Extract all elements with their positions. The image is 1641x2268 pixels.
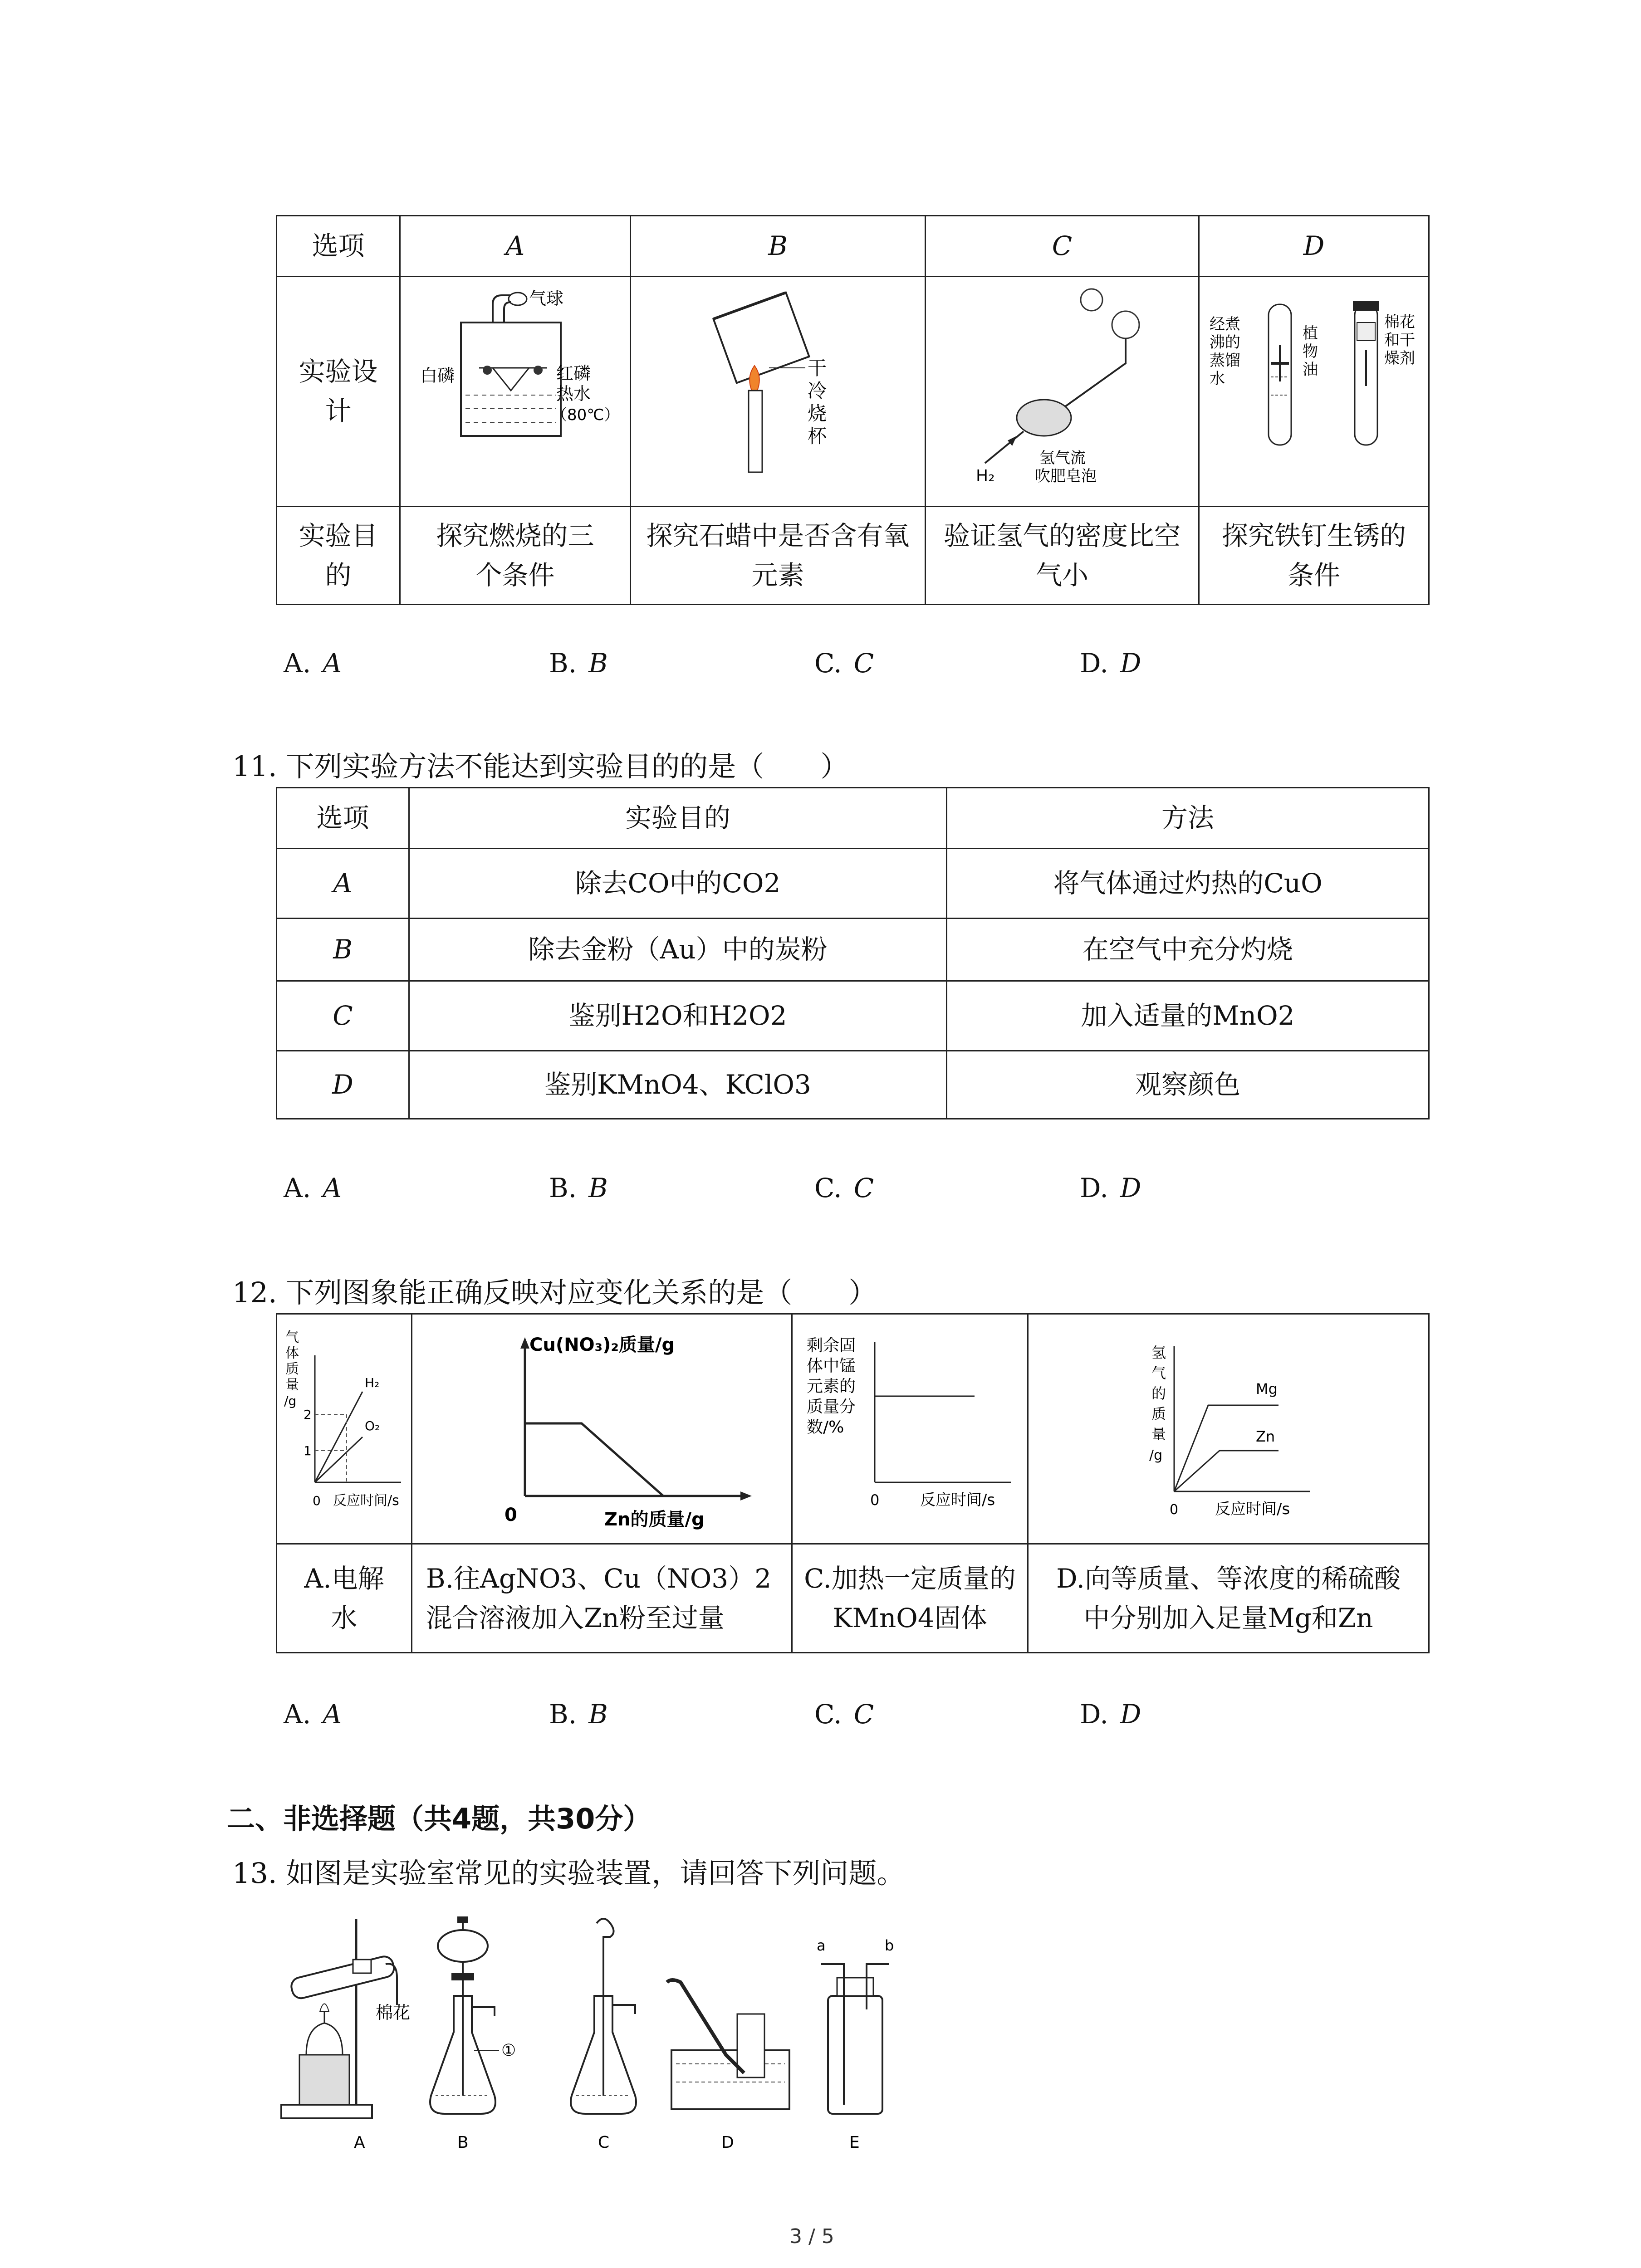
q10-purpose-label: 实验目的 [277,507,400,605]
svg-text:O₂: O₂ [364,1418,380,1433]
svg-text:C: C [598,2133,610,2152]
q12-option-a[interactable]: A. A [284,1699,342,1730]
q11-option-b[interactable]: B. B [549,1173,608,1203]
q10-purpose-b: 探究石蜡中是否含有氧元素 [631,507,926,605]
q10-header-b: B [631,216,926,277]
apparatus-a [281,1919,410,2152]
section-heading: 二、非选择题（共4题，共30分） [227,1802,652,1835]
q11-row-d-option: D [277,1051,409,1119]
q12-caption-a: A.电解水 [277,1544,412,1653]
svg-text:0: 0 [504,1505,517,1525]
q10-option-a[interactable]: A. A [284,648,342,679]
q11-row-b-goal: 除去金粉（Au）中的炭粉 [409,919,947,981]
q10-header-option: 选项 [277,216,400,277]
svg-text:反应时间/s: 反应时间/s [333,1493,399,1509]
svg-text:蒸馏: 蒸馏 [1210,352,1240,370]
q10-header-a: A [400,216,631,277]
q10-table [276,215,1430,605]
q11-row-d-method: 观察颜色 [947,1051,1429,1119]
svg-text:吹肥皂泡: 吹肥皂泡 [1035,467,1097,485]
svg-text:A: A [354,2133,365,2152]
manganese-fraction-graph [793,1315,1027,1532]
svg-text:杯: 杯 [807,425,827,447]
svg-text:燥剂: 燥剂 [1384,349,1415,367]
q12-caption-b: B.往AgNO3、Cu（NO3）2混合溶液加入Zn粉至过量 [412,1544,792,1653]
q11-header-option: 选项 [277,788,409,849]
svg-text:氢: 氢 [1151,1344,1166,1361]
svg-text:烧: 烧 [807,402,827,425]
q12-caption-c: C.加热一定质量的KMnO4固体 [792,1544,1028,1653]
q10-option-b[interactable]: B. B [549,648,608,679]
electrolysis-graph [279,1315,410,1532]
q12-option-d[interactable]: D. D [1080,1699,1141,1730]
svg-text:数/%: 数/% [807,1418,844,1437]
svg-text:经煮: 经煮 [1210,315,1240,333]
svg-text:气球: 气球 [529,288,563,308]
apparatus-e [817,1937,894,2152]
svg-text:沸的: 沸的 [1210,333,1240,352]
q11-row-a-option: A [277,849,409,919]
svg-text:反应时间/s: 反应时间/s [920,1491,995,1509]
svg-text:/g: /g [1149,1447,1162,1463]
svg-text:①: ① [501,2041,516,2060]
q11-option-a[interactable]: A. A [284,1173,342,1203]
svg-text:量: 量 [285,1377,299,1393]
q11-row-c-method: 加入适量的MnO2 [947,981,1429,1051]
svg-text:热水: 热水 [556,384,591,404]
svg-text:水: 水 [1210,370,1225,388]
svg-text:Mg: Mg [1255,1380,1278,1398]
svg-text:Cu(NO₃)₂质量/g: Cu(NO₃)₂质量/g [529,1334,675,1355]
q11-row-b-method: 在空气中充分灼烧 [947,919,1429,981]
page-number: 3 / 5 [789,2225,834,2248]
svg-text:的: 的 [1151,1385,1166,1402]
svg-text:0: 0 [312,1493,321,1508]
svg-text:棉花: 棉花 [1384,313,1415,331]
svg-text:1: 1 [303,1443,312,1458]
svg-text:物: 物 [1303,342,1318,361]
svg-text:干: 干 [807,357,827,379]
iron-nail-rust-figure [1200,277,1427,495]
svg-text:b: b [885,1937,894,1954]
svg-text:冷: 冷 [807,380,827,402]
zinc-nitrate-graph [414,1315,790,1532]
hydrogen-bubble-figure [926,277,1198,495]
svg-text:E: E [849,2133,860,2152]
hydrogen-mass-graph [1029,1315,1428,1532]
q12-graph-a [277,1314,412,1544]
svg-text:氢气流: 氢气流 [1039,449,1086,467]
q10-purpose-a: 探究燃烧的三个条件 [400,507,631,605]
svg-text:0: 0 [870,1491,880,1509]
svg-text:体中锰: 体中锰 [807,1357,856,1375]
q10-option-c[interactable]: C. C [814,648,874,679]
svg-text:Zn: Zn [1255,1428,1275,1445]
svg-text:和干: 和干 [1384,331,1415,349]
q11-row-c-goal: 鉴别H2O和H2O2 [409,981,947,1051]
q12-graph-c [792,1314,1028,1544]
svg-text:H₂: H₂ [364,1375,379,1390]
q11-table [276,787,1430,1119]
q12-graph-b [412,1314,792,1544]
q11-row-c-option: C [277,981,409,1051]
q10-purpose-d: 探究铁钉生锈的条件 [1199,507,1429,605]
apparatus-b [430,1916,516,2152]
svg-text:油: 油 [1303,361,1318,379]
q10-figure-a [400,277,631,507]
svg-text:/g: /g [284,1393,296,1408]
q11-option-c[interactable]: C. C [814,1173,874,1203]
q12-stem: 12. 下列图象能正确反映对应变化关系的是（ ） [232,1276,877,1309]
svg-text:植: 植 [1303,324,1318,342]
svg-text:剩余固: 剩余固 [807,1336,856,1355]
svg-text:B: B [457,2133,469,2152]
svg-text:气: 气 [285,1330,299,1345]
svg-text:红磷: 红磷 [556,363,591,383]
q12-option-b[interactable]: B. B [549,1699,608,1730]
q10-figure-c [926,277,1199,507]
q11-row-b-option: B [277,919,409,981]
q11-row-a-goal: 除去CO中的CO2 [409,849,947,919]
combustion-apparatus-figure [402,277,629,495]
apparatus-d [667,1980,789,2152]
svg-text:0: 0 [1169,1502,1178,1518]
q10-option-d[interactable]: D. D [1080,648,1141,679]
svg-text:（80℃）: （80℃） [551,406,619,424]
q13-stem: 13. 如图是实验室常见的实验装置，请回答下列问题。 [232,1857,905,1890]
q12-graph-d [1028,1314,1429,1544]
candle-beaker-figure [633,277,923,495]
q10-figure-b [631,277,926,507]
svg-text:D: D [721,2133,734,2152]
apparatus-c [571,1919,636,2152]
svg-text:2: 2 [303,1407,312,1422]
q10-design-label: 实验设计 [277,277,400,507]
q11-header-method: 方法 [947,788,1429,849]
svg-text:元素的: 元素的 [807,1377,856,1396]
svg-text:体: 体 [285,1345,299,1361]
q10-header-c: C [926,216,1199,277]
q12-caption-d: D.向等质量、等浓度的稀硫酸中分别加入足量Mg和Zn [1028,1544,1429,1653]
svg-text:量: 量 [1151,1426,1166,1443]
svg-text:质: 质 [285,1361,299,1377]
q12-option-c[interactable]: C. C [814,1699,874,1730]
svg-text:白磷: 白磷 [420,366,455,386]
svg-text:气: 气 [1151,1364,1166,1382]
q11-stem: 11. 下列实验方法不能达到实验目的的是（ ） [232,750,849,783]
svg-text:质: 质 [1151,1405,1166,1422]
q12-table [276,1313,1430,1653]
q10-purpose-c: 验证氢气的密度比空气小 [926,507,1199,605]
svg-text:质量分: 质量分 [807,1398,856,1416]
q11-header-goal: 实验目的 [409,788,947,849]
svg-text:H₂: H₂ [976,467,995,485]
q11-row-d-goal: 鉴别KMnO4、KClO3 [409,1051,947,1119]
q13-apparatus-figure [272,1905,980,2159]
svg-text:反应时间/s: 反应时间/s [1215,1500,1290,1518]
q10-figure-d [1199,277,1429,507]
svg-text:Zn的质量/g: Zn的质量/g [604,1509,705,1530]
q10-header-d: D [1199,216,1429,277]
q11-row-a-method: 将气体通过灼热的CuO [947,849,1429,919]
svg-text:棉花: 棉花 [376,2003,411,2023]
q11-option-d[interactable]: D. D [1080,1173,1141,1203]
svg-text:a: a [817,1937,826,1954]
